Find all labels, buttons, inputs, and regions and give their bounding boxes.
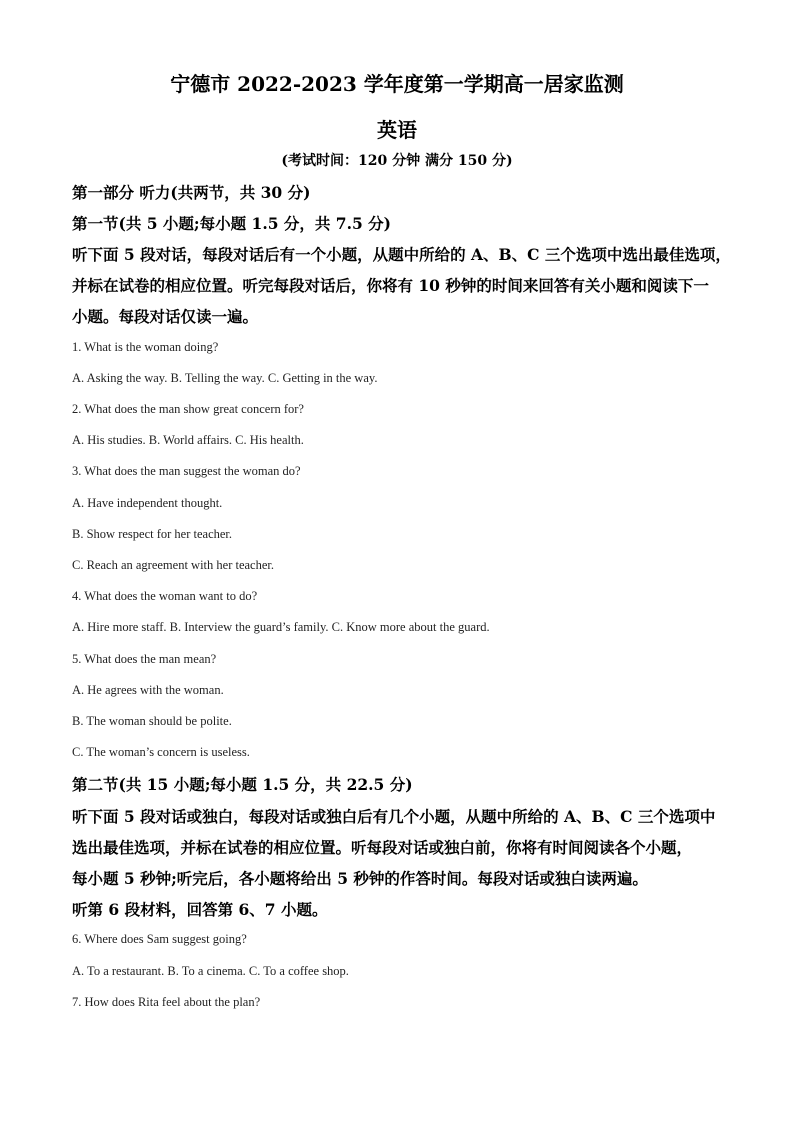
answer-option: B. The woman should be polite. xyxy=(72,714,232,728)
section1-heading: 第一节(共 5 小题;每小题 1.5 分，共 7.5 分) xyxy=(72,214,391,233)
question-text: 5. What does the man mean? xyxy=(72,652,217,666)
question-text: 3. What does the man suggest the woman do? xyxy=(72,464,301,478)
exam-title: 宁德市 2022-2023 学年度第一学期高一居家监测 xyxy=(170,72,624,96)
question-text: 1. What is the woman doing? xyxy=(72,340,219,354)
question-text: 2. What does the man show great concern for? xyxy=(72,402,304,416)
section2-heading: 第二节(共 15 小题;每小题 1.5 分，共 22.5 分) xyxy=(72,775,413,794)
section2-instruction-line: 听下面 5 段对话或独白，每段对话或独白后有几个小题，从题中所给的 A、B、C 三个选项中 xyxy=(72,807,716,826)
section1-instruction-line: 并标在试卷的相应位置。听完每段对话后，你将有 10 秒钟的时间来回答有关小题和阅读下一 xyxy=(72,276,709,295)
answer-options: A. Asking the way. B. Telling the way. C. Getting in the way. xyxy=(72,371,378,385)
answer-option: A. Have independent thought. xyxy=(72,496,223,510)
answer-options: A. Hire more staff. B. Interview the guard’s family. C. Know more about the guard. xyxy=(72,620,490,634)
subject-title: 英语 xyxy=(377,118,417,142)
section2-instruction-line: 每小题 5 秒钟;听完后，各小题将给出 5 秒钟的作答时间。每段对话或独白读两遍。 xyxy=(72,869,648,888)
material-heading: 听第 6 段材料，回答第 6、7 小题。 xyxy=(72,900,328,919)
answer-option: C. Reach an agreement with her teacher. xyxy=(72,558,274,572)
question-text: 4. What does the woman want to do? xyxy=(72,589,258,603)
answer-option: A. He agrees with the woman. xyxy=(72,683,224,697)
answer-options: A. To a restaurant. B. To a cinema. C. To a coffee shop. xyxy=(72,964,349,978)
section1-instruction-line: 听下面 5 段对话，每段对话后有一个小题，从题中所给的 A、B、C 三个选项中选出最佳选项， xyxy=(72,245,731,264)
section1-instruction-line: 小题。每段对话仅读一遍。 xyxy=(72,307,259,326)
question-text: 6. Where does Sam suggest going? xyxy=(72,932,247,946)
answer-option: C. The woman’s concern is useless. xyxy=(72,745,250,759)
answer-options: A. His studies. B. World affairs. C. His health. xyxy=(72,433,304,447)
section2-instruction-line: 选出最佳选项，并标在试卷的相应位置。听每段对话或独白前，你将有时间阅读各个小题， xyxy=(72,838,693,857)
answer-option: B. Show respect for her teacher. xyxy=(72,527,233,541)
exam-info: (考试时间：120 分钟 满分 150 分) xyxy=(281,153,513,169)
part-heading: 第一部分 听力(共两节，共 30 分) xyxy=(72,183,311,202)
question-text: 7. How does Rita feel about the plan? xyxy=(72,995,261,1009)
